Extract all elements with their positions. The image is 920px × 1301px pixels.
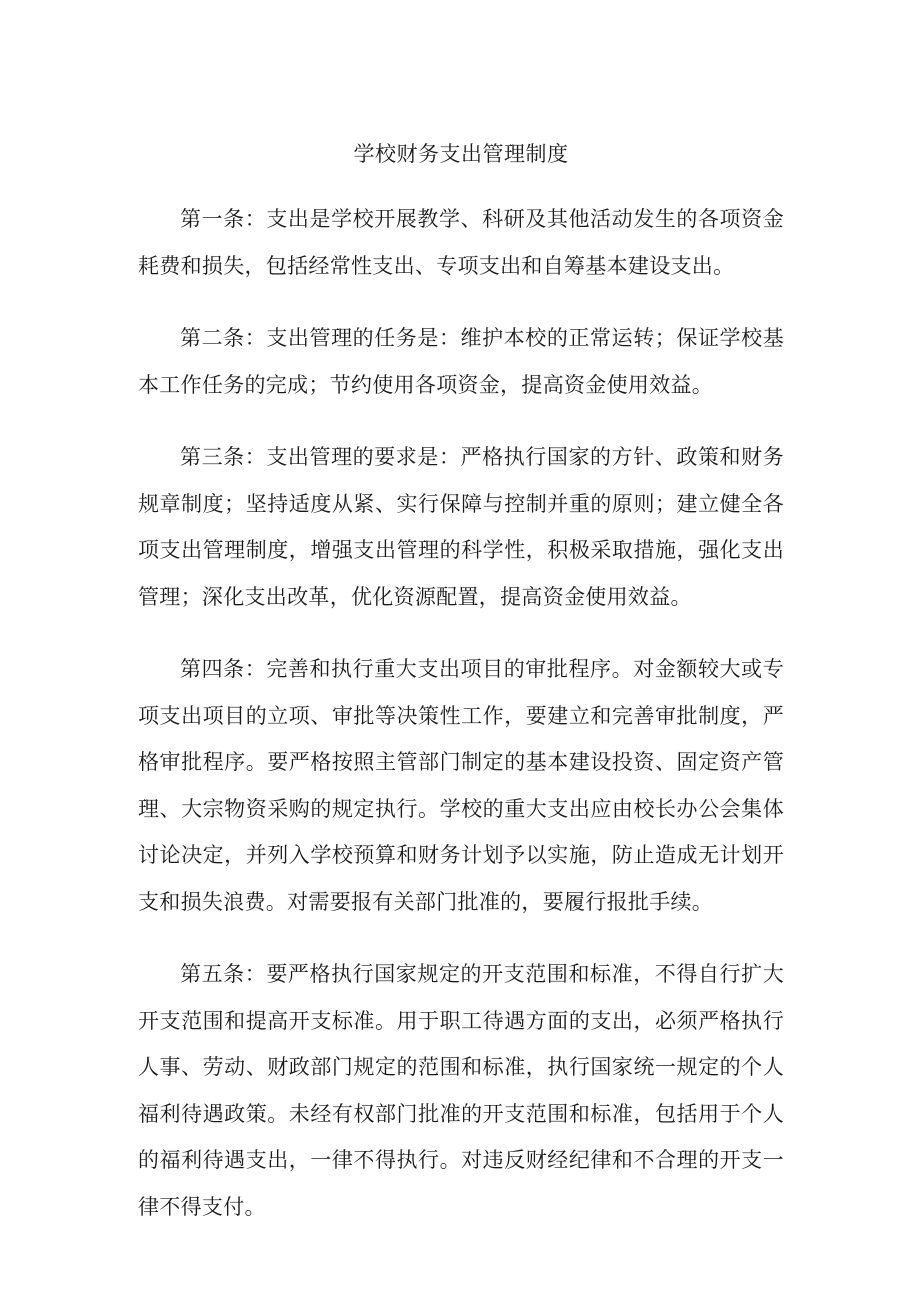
article-2: 第二条：支出管理的任务是：维护本校的正常运转；保证学校基本工作任务的完成；节约使用各项资金，提高资金使用效益。 <box>138 326 784 397</box>
article-3: 第三条：支出管理的要求是：严格执行国家的方针、政策和财务规章制度；坚持适度从紧、实行保障与控制并重的原则；建立健全各项支出管理制度，增强支出管理的科学性，积极采取措施，强化支出管理；深化支出改革，优化资源配置，提高资金使用效益。 <box>138 445 784 609</box>
article-1: 第一条：支出是学校开展教学、科研及其他活动发生的各项资金耗费和损失，包括经常性支出、专项支出和自筹基本建设支出。 <box>138 207 784 278</box>
article-4: 第四条：完善和执行重大支出项目的审批程序。对金额较大或专项支出项目的立项、审批等决策性工作，要建立和完善审批制度，严格审批程序。要严格按照主管部门制定的基本建设投资、固定资产管理、大宗物资采购的规定执行。学校的重大支出应由校长办公会集体讨论决定，并列入学校预算和财务计划予以实施，防止造成无计划开支和损失浪费。对需要报有关部门批准的，要履行报批手续。 <box>138 657 784 914</box>
document-page <box>138 138 784 1256</box>
article-5: 第五条：要严格执行国家规定的开支范围和标准，不得自行扩大开支范围和提高开支标准。用于职工待遇方面的支出，必须严格执行人事、劳动、财政部门规定的范围和标准，执行国家统一规定的个人福利待遇政策。未经有权部门批准的开支范围和标准，包括用于个人的福利待遇支出，一律不得执行。对违反财经纪律和不合理的开支一律不得支付。 <box>138 962 784 1219</box>
document-title: 学校财务支出管理制度 <box>353 142 569 166</box>
